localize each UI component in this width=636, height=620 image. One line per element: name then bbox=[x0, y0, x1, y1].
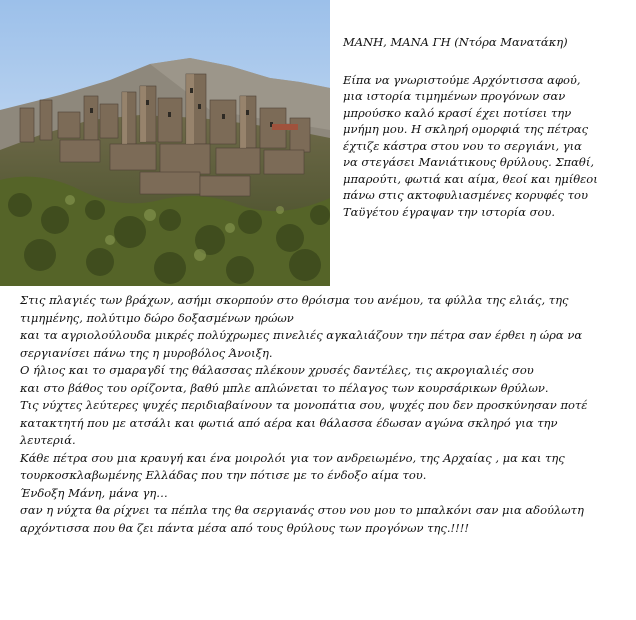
mani-village-landscape bbox=[0, 0, 330, 286]
intro-column bbox=[343, 34, 598, 220]
paragraph: Στις πλαγιές των βράχων, ασήμι σκορπούν στο θρόισμα του ανέμου, τα φύλλα της ελιάς, της τιμημένης, πολύτιμο δώρο δοξασμένων ηρώων bbox=[20, 293, 569, 325]
paragraph: Ένδοξη Μάνη, μάνα γη… bbox=[20, 485, 168, 500]
village-photo bbox=[0, 0, 330, 286]
poem-body bbox=[20, 292, 602, 537]
paragraph: Ο ήλιος και το σμαραγδί της θάλασσας πλέκουν χρυσές δαντέλες, τις ακρογιαλιές σου bbox=[20, 363, 534, 377]
paragraph: και στο βάθος του ορίζοντα, βαθύ μπλε απλώνεται το πέλαγος των κουρσάρικων θρύλων. bbox=[20, 380, 549, 395]
poem-title: ΜΑΝΗ, ΜΑΝΑ ΓΗ (Ντόρα Μανατάκη) bbox=[343, 35, 568, 49]
paragraph: και τα αγριολούλουδα μικρές πολύχρωμες πινελιές αγκαλιάζουν την πέτρα σαν έρθει η ώρα να σεργιανίσει πάνω της η μυροβόλος Άνοιξη. bbox=[20, 328, 583, 360]
paragraph: σαν η νύχτα θα ρίχνει τα πέπλα της θα σεργιανάς στου νου μου το μπαλκόνι σαν μια αδούλωτη αρχόντισσα που θα ζει πάντα μέσα από τους θρύλους των προγόνων της.!!!! bbox=[20, 503, 584, 535]
paragraph: Τις νύχτες λεύτερες ψυχές περιδιαβαίνουν τα μονοπάτια σου, ψυχές που δεν προσκύνησαν ποτέ κατακτητή που με ατσάλι και φωτιά από αέρα και θάλασσα έδωσαν αγώνα σκληρό για την λευτεριά. bbox=[20, 398, 588, 447]
intro-paragraph: Είπα να γνωριστούμε Αρχόντισσα αφού, μια ιστορία τιμημένων προγόνων σαν μπρούσκο καλό κρασί έχει ποτίσει την μνήμη μου. Η σκληρή ομορφιά της πέτρας έχτιζε κάστρα στου νου το σεργιάνι, για να στεγάσει Μανιάτικους θρύλους. Σπαθί, μπαρούτι, φωτιά και αίμα, θεοί και ημίθεοι πάνω στις ακτοφυλιασμένες κορυφές του Ταϋγέτου έγραψαν την ιστορία σου. bbox=[343, 72, 598, 219]
paragraph: Κάθε πέτρα σου μια κραυγή και ένα μοιρολόι για τον ανδρειωμένο, της Αρχαίας , μα και της τουρκοσκλαβωμένης Ελλάδας που την πότισε με το ένδοξο αίμα του. bbox=[20, 450, 565, 482]
